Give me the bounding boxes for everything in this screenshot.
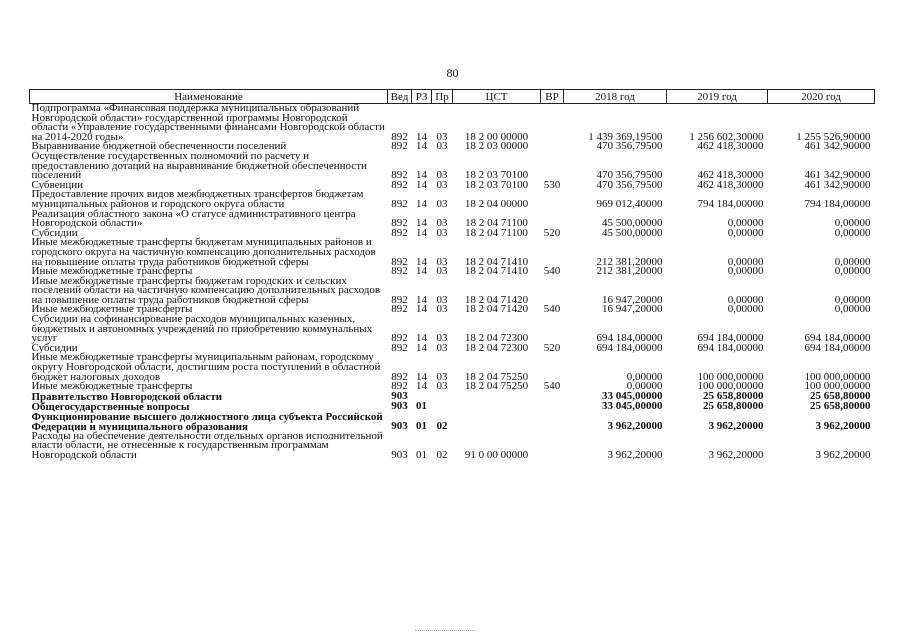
row-2019-cell: 25 658,80000 bbox=[703, 390, 764, 403]
row-pr-cell: 03 bbox=[436, 303, 448, 316]
row-2020-cell: 461 342,90000 bbox=[804, 178, 871, 191]
column-header-name: Наименование bbox=[30, 90, 388, 104]
row-pr-cell bbox=[432, 392, 453, 402]
row-name-cell: Предоставление прочих видов межбюджетных трансфертов бюджетам муниципальных районов и городского округа области bbox=[31, 188, 364, 210]
row-2020-cell: 794 184,00000 bbox=[804, 197, 871, 210]
row-cst-cell bbox=[453, 412, 541, 432]
row-2018-cell: 1 439 369,19500 bbox=[588, 130, 663, 143]
row-vr-cell bbox=[541, 190, 564, 209]
row-vr-cell: 520 bbox=[543, 226, 561, 239]
row-2019-cell: 0,00000 bbox=[727, 217, 764, 230]
row-2019-cell: 794 184,00000 bbox=[697, 197, 764, 210]
table-body bbox=[30, 104, 875, 461]
row-cst-cell: 18 2 04 71410 bbox=[464, 265, 529, 278]
row-pr-cell: 03 bbox=[436, 178, 448, 191]
row-vr-cell bbox=[541, 392, 564, 402]
row-rz-cell: 14 bbox=[416, 293, 427, 306]
table-row bbox=[30, 277, 875, 306]
row-2019-cell: 100 000,00000 bbox=[697, 380, 764, 393]
row-rz-cell: 14 bbox=[416, 380, 427, 393]
row-pr-cell: 03 bbox=[436, 332, 448, 345]
row-2018-cell: 33 045,00000 bbox=[602, 400, 663, 413]
row-ved-cell: 903 bbox=[391, 449, 408, 461]
row-name-cell: Иные межбюджетные трансферты bbox=[31, 303, 193, 316]
row-rz-cell: 01 bbox=[416, 449, 427, 461]
row-vr-cell bbox=[541, 353, 564, 382]
row-name-cell: Иные межбюджетные трансферты муниципальным районам, городскому округу Новгородской области, достигшим роста поступлений в областной бюджет налоговых доходов bbox=[31, 351, 381, 383]
row-2020-cell: 0,00000 bbox=[834, 217, 871, 230]
row-cst-cell: 18 2 04 00000 bbox=[464, 197, 529, 210]
row-2020-cell: 25 658,80000 bbox=[810, 390, 871, 403]
table-row bbox=[30, 190, 875, 209]
row-ved-cell: 892 bbox=[391, 293, 408, 306]
row-ved-cell: 892 bbox=[391, 341, 408, 354]
row-rz-cell: 01 bbox=[416, 420, 427, 433]
row-2019-cell: 0,00000 bbox=[727, 265, 764, 278]
row-2019-cell: 0,00000 bbox=[727, 303, 764, 316]
row-2019-cell: 0,00000 bbox=[727, 255, 764, 268]
row-cst-cell: 18 2 03 00000 bbox=[464, 140, 529, 153]
table-row bbox=[30, 238, 875, 267]
row-2018-cell: 470 356,79500 bbox=[596, 140, 663, 153]
table-row bbox=[30, 315, 875, 344]
row-ved-cell: 903 bbox=[391, 420, 408, 433]
row-rz-cell: 14 bbox=[416, 140, 427, 153]
table-row bbox=[30, 104, 875, 143]
row-2020-cell: 100 000,00000 bbox=[804, 370, 871, 383]
column-header-cst: ЦСТ bbox=[453, 90, 541, 104]
row-rz-cell: 14 bbox=[416, 370, 427, 383]
row-2018-cell: 470 356,79500 bbox=[596, 169, 663, 182]
row-2018-cell: 212 381,20000 bbox=[596, 265, 663, 278]
table-row bbox=[30, 353, 875, 382]
row-vr-cell: 520 bbox=[543, 341, 561, 354]
row-vr-cell bbox=[541, 402, 564, 412]
row-vr-cell bbox=[541, 104, 564, 143]
row-pr-cell: 03 bbox=[436, 341, 448, 354]
row-2020-cell: 461 342,90000 bbox=[804, 140, 871, 153]
row-2020-cell: 0,00000 bbox=[834, 255, 871, 268]
row-2019-cell: 694 184,00000 bbox=[697, 332, 764, 345]
row-ved-cell: 892 bbox=[391, 255, 408, 268]
row-cst-cell: 18 2 04 71100 bbox=[465, 217, 528, 230]
row-vr-cell bbox=[541, 432, 564, 461]
row-vr-cell bbox=[541, 238, 564, 267]
row-2018-cell: 45 500,00000 bbox=[602, 217, 663, 230]
row-cst-cell: 18 2 04 75250 bbox=[464, 380, 529, 393]
row-name-cell: Иные межбюджетные трансферты бюджетам городских и сельских поселений области на частичную компенсацию дополнительных расходов на повышение оплаты труда работников бюджетной сферы bbox=[31, 274, 381, 306]
column-header-vr: ВР bbox=[541, 90, 564, 104]
row-2018-cell: 3 962,20000 bbox=[607, 449, 663, 461]
row-pr-cell: 03 bbox=[436, 130, 448, 143]
row-ved-cell: 892 bbox=[391, 197, 408, 210]
row-rz-cell: 14 bbox=[416, 169, 427, 182]
row-cst-cell: 18 2 04 72300 bbox=[464, 341, 529, 354]
budget-table bbox=[29, 89, 875, 461]
row-2018-cell: 0,00000 bbox=[626, 370, 663, 383]
row-ved-cell: 892 bbox=[391, 226, 408, 239]
row-2018-cell: 694 184,00000 bbox=[596, 332, 663, 345]
row-name-cell: Функционирование высшего должностного лица субъекта Российской Федерации и муниципального образования bbox=[31, 410, 383, 433]
row-cst-cell: 18 2 03 70100 bbox=[464, 169, 529, 182]
row-2018-cell: 969 012,40000 bbox=[596, 197, 663, 210]
row-pr-cell: 03 bbox=[436, 370, 448, 383]
row-pr-cell bbox=[432, 402, 453, 412]
row-pr-cell: 03 bbox=[436, 217, 448, 230]
row-rz-cell: 14 bbox=[416, 217, 427, 230]
row-pr-cell: 02 bbox=[436, 420, 448, 433]
row-ved-cell: 892 bbox=[391, 303, 408, 316]
row-rz-cell: 14 bbox=[416, 255, 427, 268]
row-rz-cell: 01 bbox=[416, 400, 427, 413]
row-pr-cell: 03 bbox=[436, 226, 448, 239]
row-2018-cell: 470 356,79500 bbox=[596, 178, 663, 191]
row-2020-cell: 100 000,00000 bbox=[804, 380, 871, 393]
row-rz-cell: 14 bbox=[416, 303, 427, 316]
row-2019-cell: 694 184,00000 bbox=[697, 341, 764, 354]
row-2019-cell: 462 418,30000 bbox=[697, 169, 764, 182]
column-header-rz: РЗ bbox=[412, 90, 432, 104]
row-ved-cell: 903 bbox=[391, 400, 408, 413]
row-2020-cell: 0,00000 bbox=[834, 265, 871, 278]
row-rz-cell: 14 bbox=[416, 341, 427, 354]
row-cst-cell bbox=[453, 392, 541, 402]
row-name-cell: Субсидии bbox=[31, 341, 78, 354]
row-vr-cell: 530 bbox=[543, 178, 561, 191]
row-name-cell: Иные межбюджетные трансферты bbox=[31, 380, 193, 393]
row-rz-cell: 14 bbox=[416, 332, 427, 345]
row-name-cell: Правительство Новгородской области bbox=[31, 390, 223, 403]
row-cst-cell: 18 2 04 71410 bbox=[464, 255, 529, 268]
table-row bbox=[30, 432, 875, 461]
row-pr-cell: 03 bbox=[436, 293, 448, 306]
row-cst-cell: 18 2 04 75250 bbox=[464, 370, 529, 383]
row-2018-cell: 16 947,20000 bbox=[602, 303, 663, 316]
row-cst-cell: 18 2 04 71420 bbox=[464, 303, 529, 316]
row-vr-cell bbox=[541, 152, 564, 181]
row-cst-cell: 18 2 04 71100 bbox=[465, 226, 528, 239]
row-2020-cell: 3 962,20000 bbox=[815, 449, 871, 461]
row-2018-cell: 694 184,00000 bbox=[596, 341, 663, 354]
column-header-pr: Пр bbox=[432, 90, 453, 104]
row-cst-cell: 91 0 00 00000 bbox=[464, 449, 529, 461]
row-cst-cell bbox=[453, 402, 541, 412]
column-header-2018: 2018 год bbox=[564, 90, 667, 104]
row-2019-cell: 0,00000 bbox=[727, 293, 764, 306]
row-vr-cell bbox=[541, 315, 564, 344]
row-2018-cell: 45 500,00000 bbox=[602, 226, 663, 239]
row-2019-cell: 3 962,20000 bbox=[708, 449, 764, 461]
row-name-cell: Иные межбюджетные трансферты бюджетам муниципальных районов и городского округа на частичную компенсацию дополнительных расходов на повышение оплаты труда работников бюджетной сферы bbox=[31, 236, 376, 268]
row-2020-cell: 694 184,00000 bbox=[804, 332, 871, 345]
row-2018-cell: 3 962,20000 bbox=[607, 420, 663, 433]
row-name-cell: Выравнивание бюджетной обеспеченности поселений bbox=[31, 140, 287, 153]
row-name-cell: Реализация областного закона «О статусе административного центра Новгородской области» bbox=[31, 207, 356, 230]
page-number: 80 bbox=[446, 66, 459, 80]
row-cst-cell: 18 2 00 00000 bbox=[464, 130, 529, 143]
row-2020-cell: 25 658,80000 bbox=[810, 400, 871, 413]
row-vr-cell bbox=[541, 142, 564, 152]
column-header-ved: Вед bbox=[388, 90, 412, 104]
row-name-cell: Субвенции bbox=[31, 178, 84, 191]
row-2019-cell: 1 256 602,30000 bbox=[689, 130, 764, 143]
row-vr-cell bbox=[541, 277, 564, 306]
row-pr-cell: 03 bbox=[436, 169, 448, 182]
row-2018-cell: 16 947,20000 bbox=[602, 293, 663, 306]
row-2020-cell: 694 184,00000 bbox=[804, 341, 871, 354]
row-cst-cell: 18 2 04 71420 bbox=[464, 293, 529, 306]
row-vr-cell: 540 bbox=[543, 380, 561, 393]
row-ved-cell: 892 bbox=[391, 370, 408, 383]
row-2020-cell: 3 962,20000 bbox=[815, 420, 871, 433]
row-pr-cell: 03 bbox=[436, 265, 448, 278]
row-rz-cell: 14 bbox=[416, 197, 427, 210]
row-2019-cell: 100 000,00000 bbox=[697, 370, 764, 383]
row-pr-cell: 03 bbox=[436, 255, 448, 268]
row-ved-cell: 892 bbox=[391, 380, 408, 393]
column-header-2020: 2020 год bbox=[768, 90, 875, 104]
row-2020-cell: 0,00000 bbox=[834, 293, 871, 306]
row-pr-cell: 03 bbox=[436, 380, 448, 393]
row-ved-cell: 892 bbox=[391, 265, 408, 278]
row-ved-cell: 892 bbox=[391, 140, 408, 153]
row-cst-cell: 18 2 03 70100 bbox=[464, 178, 529, 191]
row-rz-cell: 14 bbox=[416, 226, 427, 239]
row-2020-cell: 1 255 526,90000 bbox=[796, 130, 871, 143]
row-vr-cell: 540 bbox=[543, 303, 561, 316]
row-2019-cell: 462 418,30000 bbox=[697, 140, 764, 153]
row-pr-cell: 03 bbox=[436, 197, 448, 210]
row-pr-cell: 03 bbox=[436, 140, 448, 153]
row-2018-cell: 212 381,20000 bbox=[596, 255, 663, 268]
row-name-cell: Субсидии на софинансирование расходов муниципальных казенных, бюджетных и автономных учреждений по приобретению коммунальных услуг bbox=[31, 313, 373, 345]
row-2019-cell: 0,00000 bbox=[727, 226, 764, 239]
row-ved-cell: 892 bbox=[391, 332, 408, 345]
row-ved-cell: 892 bbox=[391, 178, 408, 191]
row-rz-cell: 14 bbox=[416, 178, 427, 191]
row-2019-cell: 25 658,80000 bbox=[703, 400, 764, 413]
row-name-cell: Субсидии bbox=[31, 226, 78, 239]
row-name-cell: Общегосударственные вопросы bbox=[31, 400, 190, 413]
row-cst-cell: 18 2 04 72300 bbox=[464, 332, 529, 345]
row-name-cell: Расходы на обеспечение деятельности отдельных органов исполнительной власти области, не отнесенные к государственным программам Новгородской области bbox=[31, 429, 383, 461]
row-name-cell: Подпрограмма «Финансовая поддержка муниципальных образований Новгородской области» государственной программы Новгородской области «Управление государственными финансами Новгородской области на 2014-2020 годы» bbox=[31, 102, 385, 143]
row-2018-cell: 0,00000 bbox=[626, 380, 663, 393]
row-ved-cell: 892 bbox=[391, 169, 408, 182]
row-ved-cell: 892 bbox=[391, 130, 408, 143]
row-rz-cell: 14 bbox=[416, 130, 427, 143]
row-2020-cell: 0,00000 bbox=[834, 303, 871, 316]
row-2019-cell: 3 962,20000 bbox=[708, 420, 764, 433]
table-row bbox=[30, 412, 875, 432]
row-rz-cell: 14 bbox=[416, 265, 427, 278]
row-2018-cell: 33 045,00000 bbox=[602, 390, 663, 403]
scan-artifact bbox=[415, 630, 475, 634]
row-vr-cell bbox=[541, 412, 564, 432]
row-name-cell: Осуществление государственных полномочий по расчету и предоставлению дотаций на выравнивание бюджетной обеспеченности поселений bbox=[31, 149, 367, 182]
table-row bbox=[30, 210, 875, 229]
row-vr-cell bbox=[541, 210, 564, 229]
row-ved-cell: 903 bbox=[391, 390, 408, 403]
row-2020-cell: 461 342,90000 bbox=[804, 169, 871, 182]
column-header-2019: 2019 год bbox=[667, 90, 768, 104]
row-2019-cell: 462 418,30000 bbox=[697, 178, 764, 191]
table-row bbox=[30, 152, 875, 181]
row-vr-cell: 540 bbox=[543, 265, 561, 278]
row-ved-cell: 892 bbox=[391, 217, 408, 230]
row-2020-cell: 0,00000 bbox=[834, 226, 871, 239]
row-name-cell: Иные межбюджетные трансферты bbox=[31, 265, 193, 278]
row-pr-cell: 02 bbox=[436, 449, 448, 461]
